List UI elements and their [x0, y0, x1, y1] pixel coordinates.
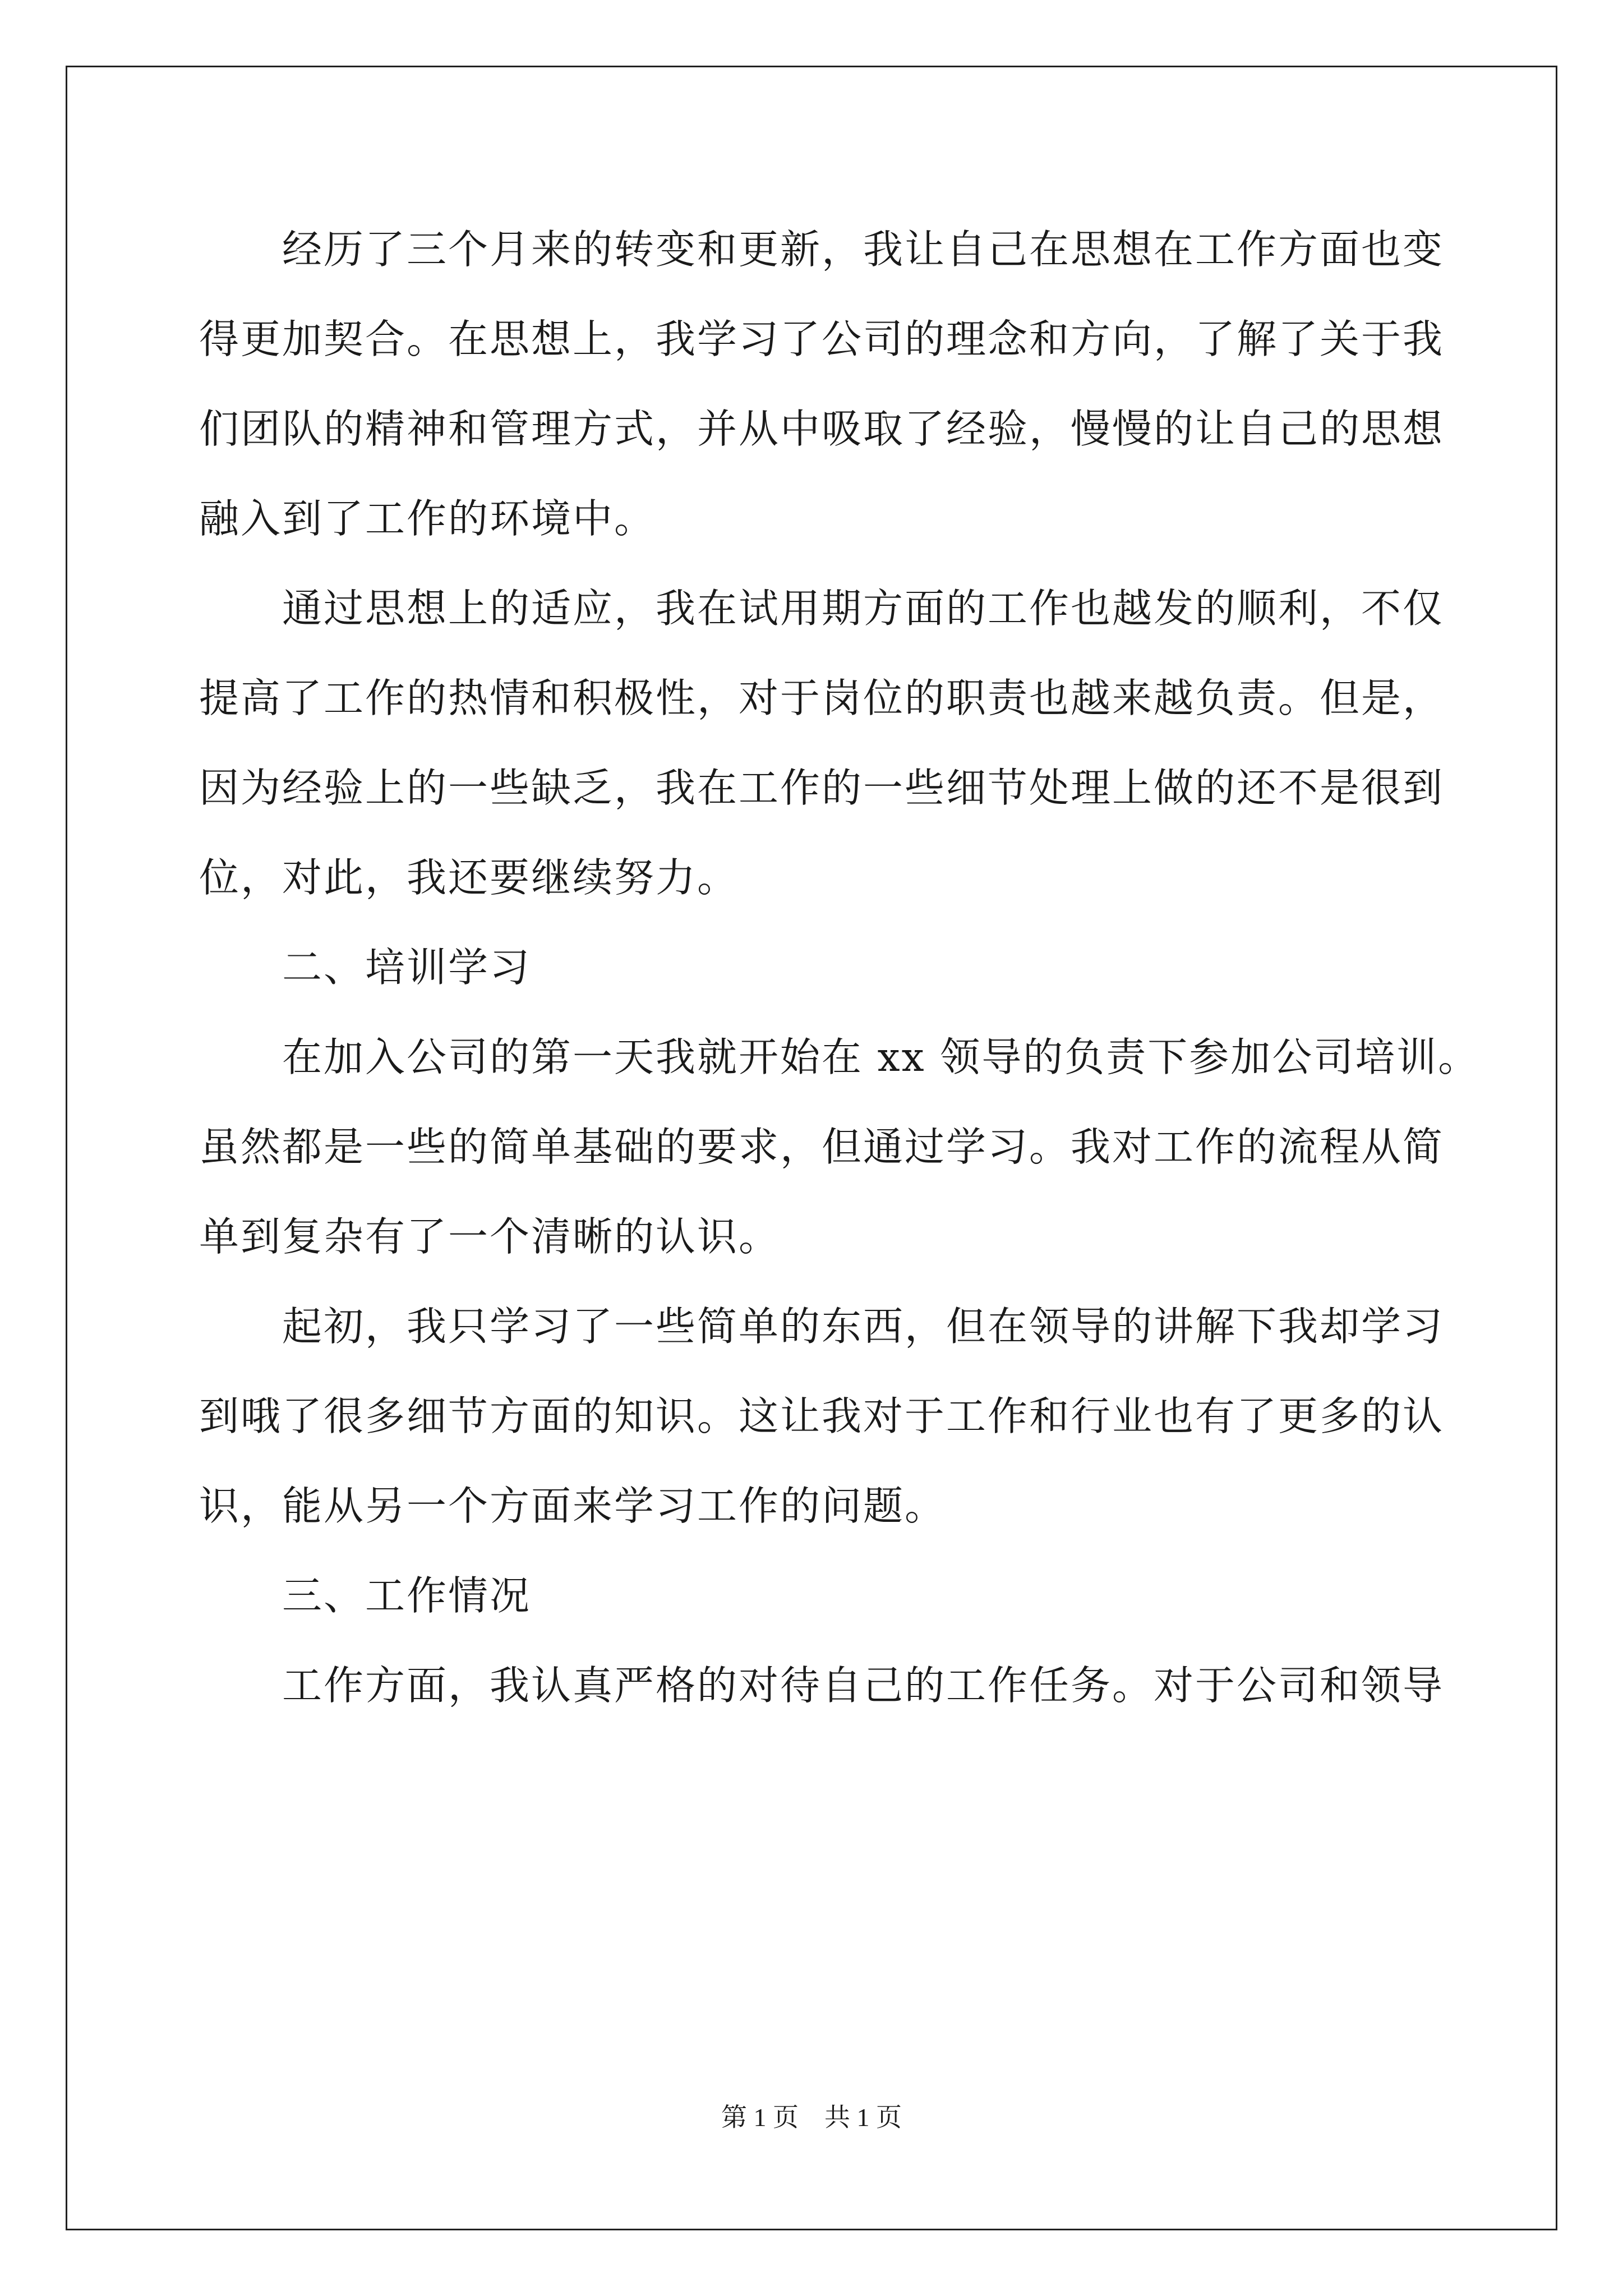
text-line: 位，对此，我还要继续努力。: [199, 854, 739, 901]
text-line: 单到复杂有了一个清晰的认识。: [199, 1213, 781, 1260]
text-line: 识，能从另一个方面来学习工作的问题。: [199, 1483, 947, 1529]
text-line: 因为经验上的一些缺乏，我在工作的一些细节处理上做的还不是很到: [199, 765, 1445, 811]
text-line: 工作方面，我认真严格的对待自己的工作任务。对于公司和领导: [282, 1662, 1445, 1709]
section-heading: 三、工作情况: [282, 1572, 532, 1619]
text-line: 到哦了很多细节方面的知识。这让我对于工作和行业也有了更多的认: [199, 1393, 1445, 1439]
text-line: 经历了三个月来的转变和更新，我让自己在思想在工作方面也变: [282, 226, 1445, 273]
text-line: 起初，我只学习了一些简单的东西，但在领导的讲解下我却学习: [282, 1303, 1445, 1350]
section-heading: 二、培训学习: [282, 944, 532, 991]
document-body: [199, 205, 1480, 1731]
text-line: 得更加契合。在思想上，我学习了公司的理念和方向，了解了关于我: [199, 316, 1445, 362]
text-line: 在加入公司的第一天我就开始在 xx 领导的负责下参加公司培训。: [282, 1034, 1480, 1080]
text-line: 虽然都是一些的简单基础的要求，但通过学习。我对工作的流程从简: [199, 1124, 1445, 1170]
text-line: 通过思想上的适应，我在试用期方面的工作也越发的顺利，不仅: [282, 585, 1445, 632]
page-number-footer: 第 1 页 共 1 页: [721, 2103, 902, 2132]
text-line: 融入到了工作的环境中。: [199, 495, 656, 542]
text-line: 提高了工作的热情和积极性，对于岗位的职责也越来越负责。但是，: [199, 675, 1445, 721]
text-line: 们团队的精神和管理方式，并从中吸取了经验，慢慢的让自己的思想: [199, 406, 1445, 452]
